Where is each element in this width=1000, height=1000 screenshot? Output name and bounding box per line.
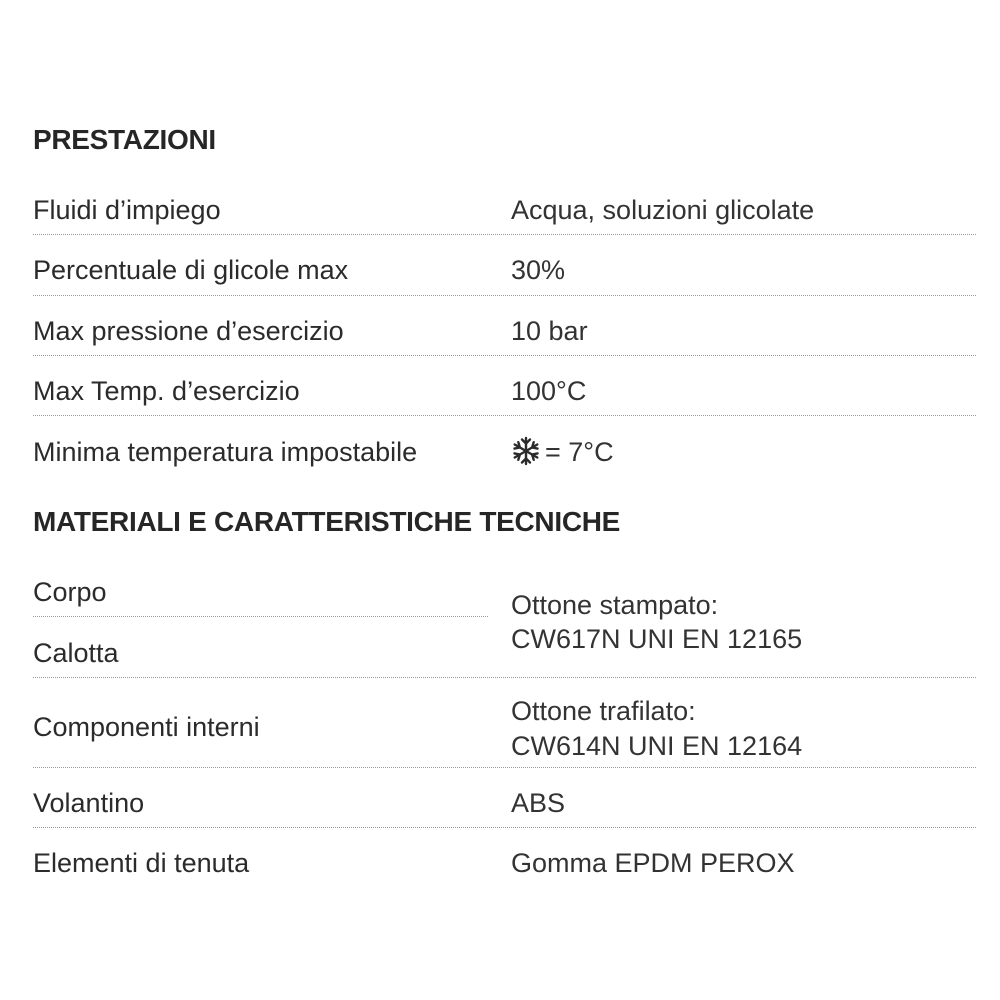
row-value-fluidi: Acqua, soluzioni glicolate — [511, 195, 815, 225]
min-temp-value: = 7°C — [545, 437, 614, 467]
row-divider — [33, 827, 976, 828]
row-label-calotta: Calotta — [33, 638, 119, 668]
row-value-tenuta: Gomma EPDM PEROX — [511, 848, 795, 878]
row-divider — [33, 295, 976, 296]
row-value-pressione: 10 bar — [511, 316, 588, 346]
row-label-fluidi: Fluidi d’impiego — [33, 195, 221, 225]
row-label-componenti: Componenti interni — [33, 712, 260, 742]
snowflake-icon — [511, 436, 541, 466]
row-value-ottone-stampato-line2: CW617N UNI EN 12165 — [511, 624, 803, 654]
row-value-temp: 100°C — [511, 376, 587, 406]
row-label-pressione: Max pressione d’esercizio — [33, 316, 344, 346]
row-label-corpo: Corpo — [33, 577, 107, 607]
row-value-min-temp — [511, 435, 614, 469]
row-value-ottone-trafilato-line2: CW614N UNI EN 12164 — [511, 731, 803, 761]
row-divider — [33, 355, 976, 356]
row-label-tenuta: Elementi di tenuta — [33, 848, 250, 878]
row-divider — [33, 677, 976, 678]
row-label-volantino: Volantino — [33, 788, 145, 818]
row-label-glicole: Percentuale di glicole max — [33, 255, 349, 285]
row-value-ottone-trafilato-line1: Ottone trafilato: — [511, 696, 696, 726]
row-value-ottone-stampato-line1: Ottone stampato: — [511, 590, 719, 620]
row-divider — [33, 767, 976, 768]
row-label-min-temp: Minima temperatura impostabile — [33, 437, 418, 467]
row-label-temp: Max Temp. d’esercizio — [33, 376, 300, 406]
materiali-title: MATERIALI E CARATTERISTICHE TECNICHE — [33, 506, 621, 537]
row-divider — [33, 234, 976, 235]
row-divider — [33, 616, 488, 617]
row-divider — [33, 415, 976, 416]
row-value-glicole: 30% — [511, 255, 566, 285]
prestazioni-title: PRESTAZIONI — [33, 124, 216, 155]
row-value-volantino: ABS — [511, 788, 566, 818]
